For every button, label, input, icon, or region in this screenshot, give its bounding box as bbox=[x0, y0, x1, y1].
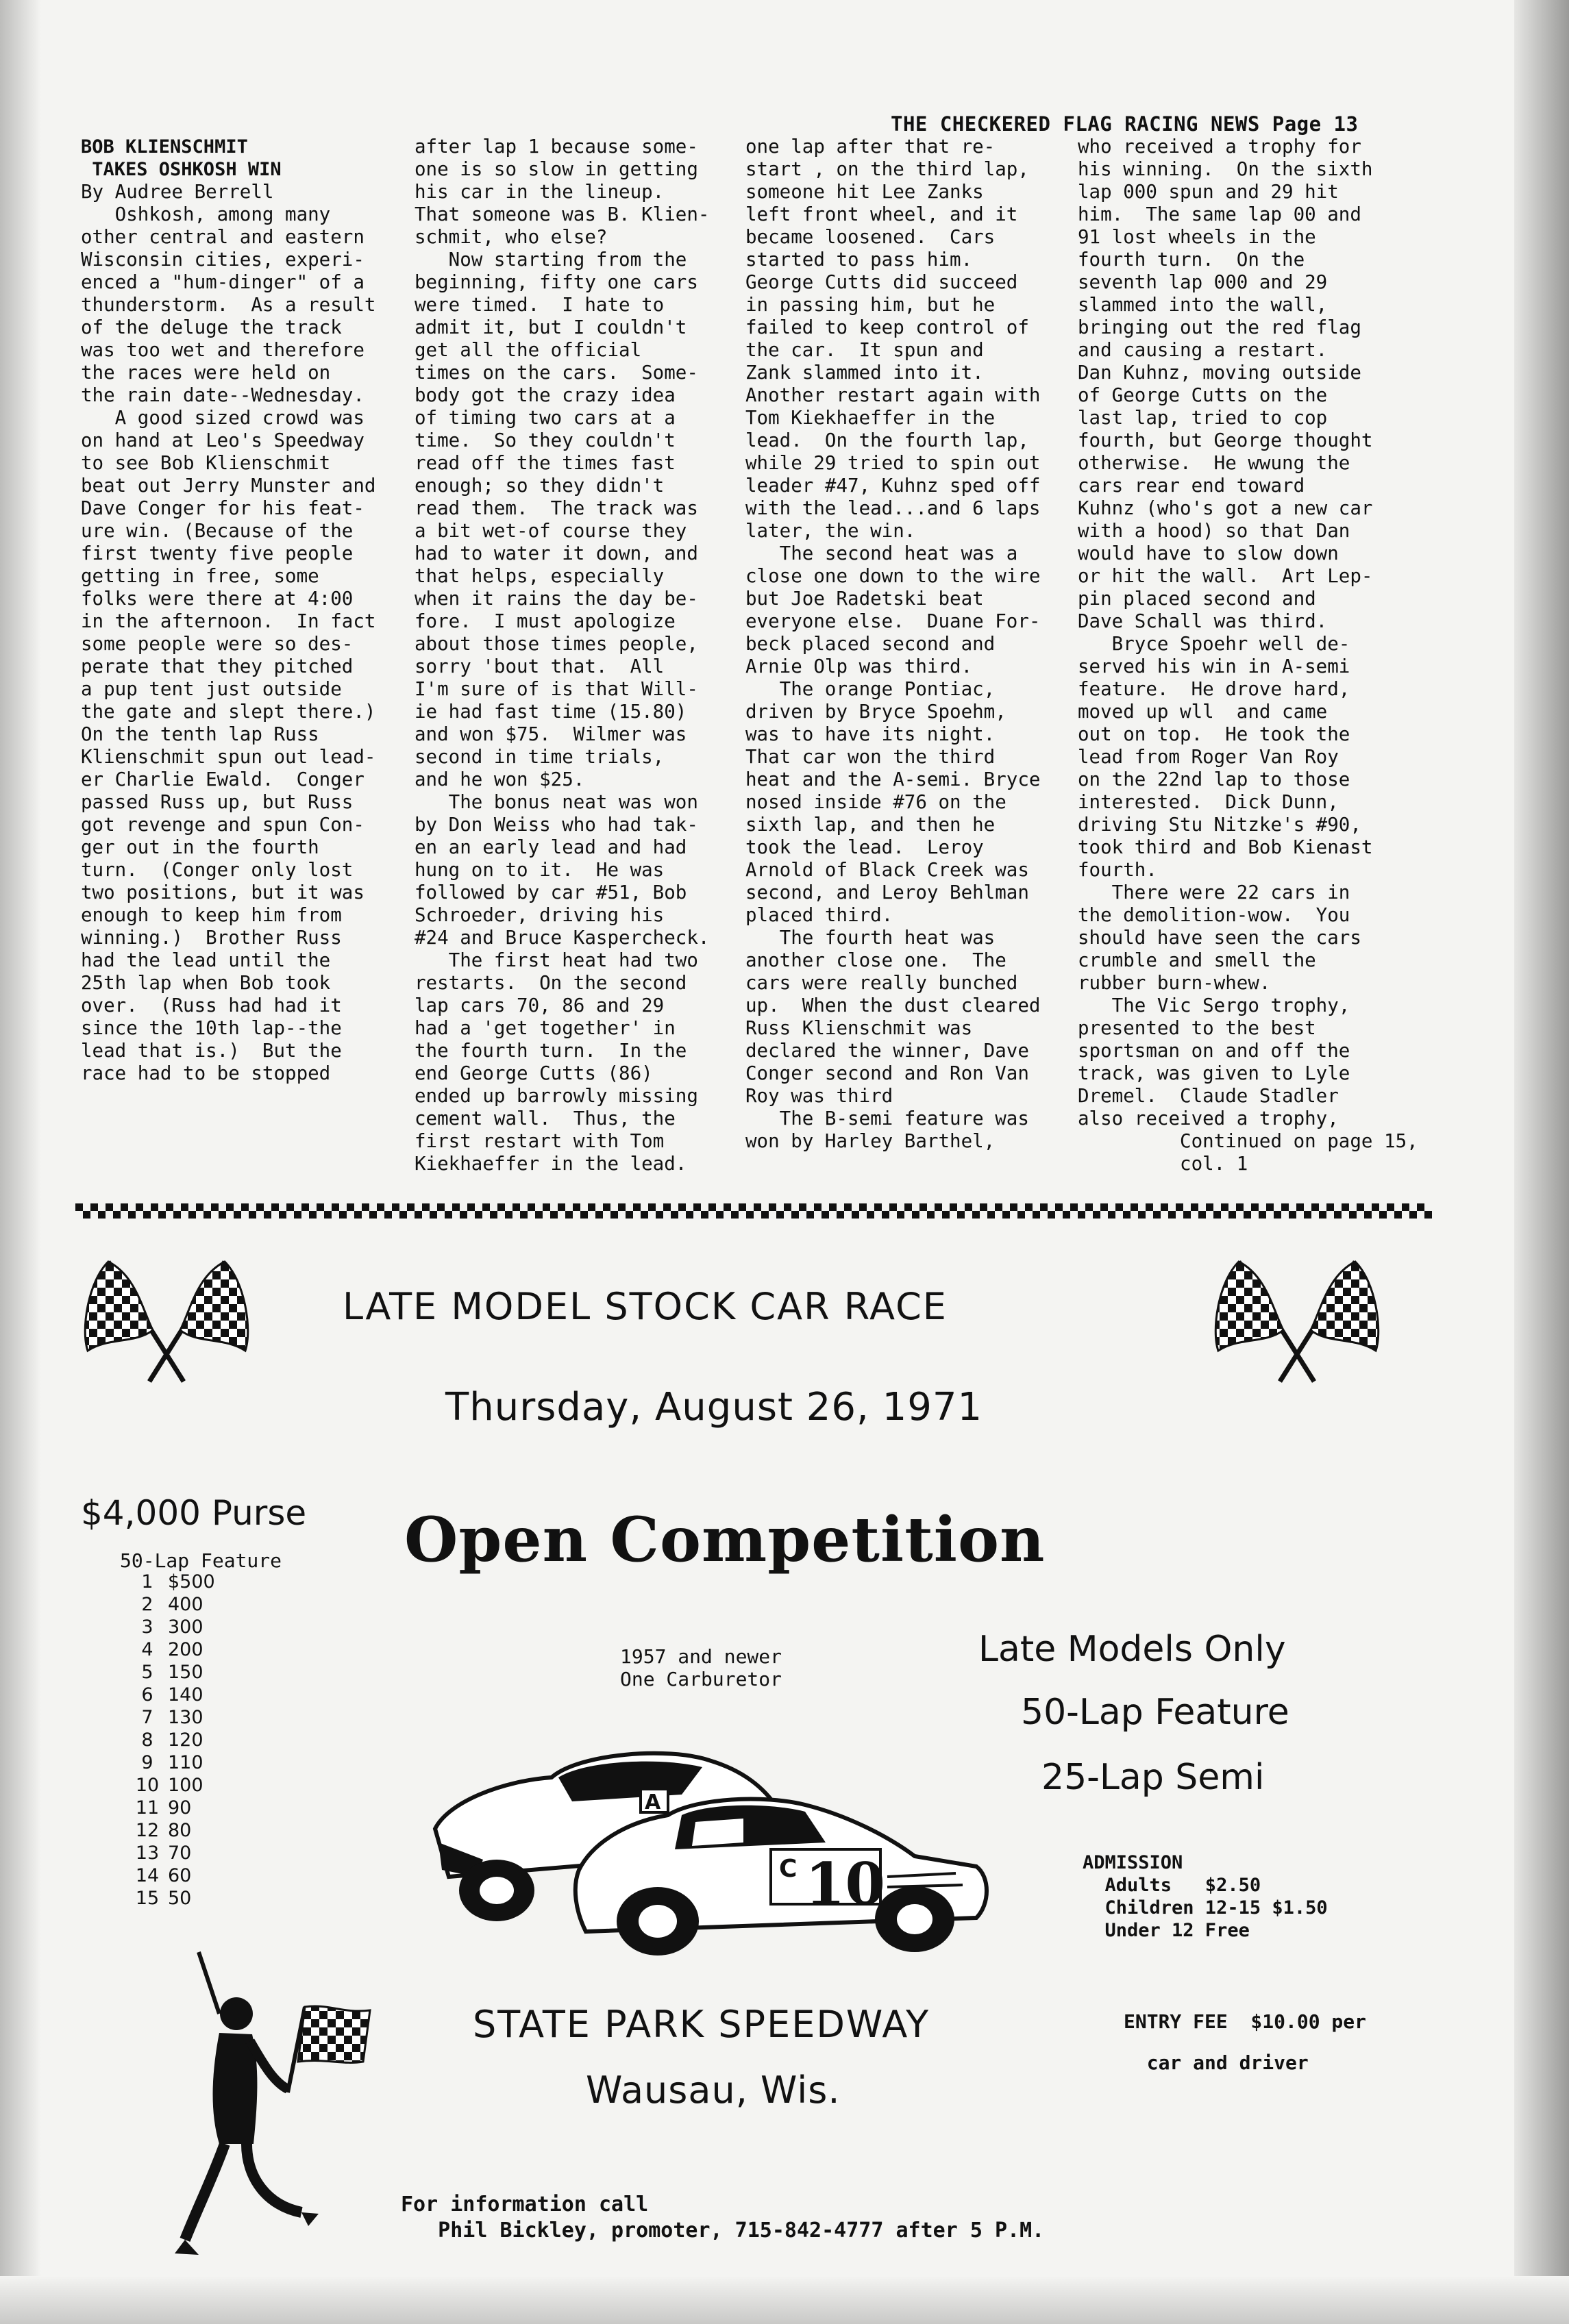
article-line: time. So they couldn't bbox=[415, 429, 676, 451]
article-line: Now starting from the bbox=[415, 249, 687, 271]
prize-amount: 110 bbox=[168, 1752, 203, 1773]
checkered-divider-pattern bbox=[75, 1203, 1432, 1219]
admission-children: Children 12-15 $1.50 bbox=[1083, 1897, 1328, 1919]
article-line: fourth. bbox=[1078, 859, 1157, 881]
ad-city: Wausau, Wis. bbox=[586, 2069, 841, 2112]
entry-fee-line2: car and driver bbox=[1124, 2051, 1309, 2074]
prize-row bbox=[127, 1797, 236, 1819]
article-line: another close one. The bbox=[745, 949, 1006, 971]
article-line: after lap 1 because some- bbox=[415, 136, 698, 158]
article-line: On the tenth lap Russ bbox=[81, 723, 319, 745]
article-line: ended up barrowly missing bbox=[415, 1085, 698, 1107]
article-line: had the lead until the bbox=[81, 949, 331, 971]
article-line: declared the winner, Dave bbox=[745, 1040, 1029, 1062]
article-line: last lap, tried to cop bbox=[1078, 407, 1328, 429]
article-line: That car won the third bbox=[745, 746, 996, 768]
article-line: later, the win. bbox=[745, 520, 916, 542]
article-line: Dave Conger for his feat- bbox=[81, 497, 365, 519]
page-bottom-edge-shadow bbox=[0, 2276, 1569, 2324]
article-line: one lap after that re- bbox=[745, 136, 996, 158]
article-line: moved up wll and came bbox=[1078, 701, 1328, 723]
article-line: The Vic Sergo trophy, bbox=[1078, 995, 1350, 1016]
prize-rank: 12 bbox=[135, 1820, 160, 1841]
article-line: a pup tent just outside bbox=[81, 678, 342, 700]
article-line: took third and Bob Kienast bbox=[1078, 836, 1373, 858]
article-line: fourth turn. On the bbox=[1078, 249, 1305, 271]
article-line: enough to keep him from bbox=[81, 904, 342, 926]
article-column-1 bbox=[81, 136, 403, 1085]
article-line: left front wheel, and it bbox=[745, 203, 1018, 225]
ad-eligibility-line2: One Carburetor bbox=[620, 1668, 782, 1690]
article-line: failed to keep control of bbox=[745, 316, 1029, 338]
car-number: 10 bbox=[805, 1850, 885, 1918]
article-line: Zank slammed into it. bbox=[745, 362, 984, 384]
prize-row bbox=[127, 1593, 236, 1616]
article-line: would have to slow down bbox=[1078, 542, 1339, 564]
article-line: lead that is.) But the bbox=[81, 1040, 342, 1062]
article-line: A good sized crowd was bbox=[81, 407, 365, 429]
article-line: track, was given to Lyle bbox=[1078, 1062, 1350, 1084]
prize-amount: 130 bbox=[168, 1707, 203, 1728]
article-line: end George Cutts (86) bbox=[415, 1062, 653, 1084]
ad-eligibility bbox=[620, 1645, 782, 1690]
prize-amount: 60 bbox=[168, 1865, 192, 1886]
article-line: read off the times fast bbox=[415, 452, 676, 474]
article-line: sportsman on and off the bbox=[1078, 1040, 1350, 1062]
ad-title: LATE MODEL STOCK CAR RACE bbox=[343, 1285, 948, 1328]
prize-row bbox=[127, 1819, 236, 1842]
prize-amount: 300 bbox=[168, 1616, 203, 1638]
article-line: him. The same lap 00 and bbox=[1078, 203, 1361, 225]
article-line: since the 10th lap--the bbox=[81, 1017, 342, 1039]
article-line: en an early lead and had bbox=[415, 836, 687, 858]
article-line: Bryce Spoehr well de- bbox=[1078, 633, 1350, 655]
article-line: By Audree Berrell bbox=[81, 181, 274, 203]
prize-rank: 2 bbox=[141, 1594, 153, 1615]
article-line: served his win in A-semi bbox=[1078, 655, 1350, 677]
article-line: The bonus neat was won bbox=[415, 791, 698, 813]
ad-open-competition: Open Competition bbox=[404, 1503, 1046, 1576]
article-line: sorry 'bout that. All bbox=[415, 655, 665, 677]
article-line: up. When the dust cleared bbox=[745, 995, 1041, 1016]
article-line: to see Bob Klienschmit bbox=[81, 452, 331, 474]
prize-rank: 13 bbox=[135, 1842, 160, 1864]
checkered-divider bbox=[75, 1203, 1432, 1219]
ad-50-lap-feature: 50-Lap Feature bbox=[1021, 1692, 1289, 1733]
article-line: cement wall. Thus, the bbox=[415, 1108, 676, 1129]
article-line: read them. The track was bbox=[415, 497, 698, 519]
prize-amount: 400 bbox=[168, 1594, 203, 1615]
article-line: started to pass him. bbox=[745, 249, 973, 271]
article-line: and won $75. Wilmer was bbox=[415, 723, 687, 745]
prize-amount: 120 bbox=[168, 1729, 203, 1751]
article-line: two positions, but it was bbox=[81, 882, 365, 903]
article-line: in passing him, but he bbox=[745, 294, 996, 316]
article-line: winning.) Brother Russ bbox=[81, 927, 342, 949]
prize-row bbox=[127, 1661, 236, 1684]
article-line: out on top. He took the bbox=[1078, 723, 1350, 745]
article-line: The B-semi feature was bbox=[745, 1108, 1029, 1129]
article-line: got revenge and spun Con- bbox=[81, 814, 365, 836]
article-line: in the afternoon. In fact bbox=[81, 610, 376, 632]
prize-rank: 5 bbox=[141, 1662, 153, 1683]
article-line: col. 1 bbox=[1078, 1153, 1248, 1175]
article-line: ger out in the fourth bbox=[81, 836, 319, 858]
article-line: schmit, who else? bbox=[415, 226, 608, 248]
prize-rank: 6 bbox=[141, 1684, 153, 1705]
article-line: his winning. On the sixth bbox=[1078, 158, 1373, 180]
prize-row bbox=[127, 1706, 236, 1729]
prize-amount: $500 bbox=[168, 1571, 215, 1592]
ad-date: Thursday, August 26, 1971 bbox=[445, 1385, 983, 1429]
article-line: admit it, but I couldn't bbox=[415, 316, 687, 338]
article-line: close one down to the wire bbox=[745, 565, 1041, 587]
prize-amount: 100 bbox=[168, 1775, 203, 1796]
prize-row bbox=[127, 1774, 236, 1797]
article-line: Klienschmit spun out lead- bbox=[81, 746, 376, 768]
article-line: was too wet and therefore bbox=[81, 339, 365, 361]
checkered-flags-icon bbox=[81, 1255, 252, 1385]
article-line: was to have its night. bbox=[745, 723, 996, 745]
article-line: sixth lap, and then he bbox=[745, 814, 996, 836]
article-line: some people were so des- bbox=[81, 633, 354, 655]
article-line: presented to the best bbox=[1078, 1017, 1316, 1039]
info-line2: Phil Bickley, promoter, 715-842-4777 after 5 P.M. bbox=[401, 2219, 1045, 2242]
article-line: Dremel. Claude Stadler bbox=[1078, 1085, 1339, 1107]
article-line: Wisconsin cities, experi- bbox=[81, 249, 365, 271]
article-line: or hit the wall. Art Lep- bbox=[1078, 565, 1373, 587]
article-line: 25th lap when Bob took bbox=[81, 972, 331, 994]
article-line: The first heat had two bbox=[415, 949, 698, 971]
article-line: on the 22nd lap to those bbox=[1078, 769, 1350, 790]
article-line: that helps, especially bbox=[415, 565, 665, 587]
article-line: the car. It spun and bbox=[745, 339, 984, 361]
article-column-2 bbox=[415, 136, 737, 1175]
prize-row bbox=[127, 1684, 236, 1706]
article-line: had a 'get together' in bbox=[415, 1017, 676, 1039]
article-line: should have seen the cars bbox=[1078, 927, 1361, 949]
article-line: Arnold of Black Creek was bbox=[745, 859, 1029, 881]
admission-adults: Adults $2.50 bbox=[1083, 1875, 1261, 1896]
page-right-edge-shadow bbox=[1514, 0, 1569, 2324]
prize-row bbox=[127, 1571, 236, 1593]
car-letter-a: A bbox=[645, 1790, 661, 1814]
prize-amount: 70 bbox=[168, 1842, 192, 1864]
article-line: won by Harley Barthel, bbox=[745, 1130, 996, 1152]
article-line: of the deluge the track bbox=[81, 316, 342, 338]
article-line: lead from Roger Van Roy bbox=[1078, 746, 1339, 768]
article-line: placed third. bbox=[745, 904, 893, 926]
article-line: over. (Russ had had it bbox=[81, 995, 342, 1016]
article-line: of timing two cars at a bbox=[415, 407, 676, 429]
page-left-edge-shadow bbox=[0, 0, 41, 2324]
article-headline-line: BOB KLIENSCHMIT bbox=[81, 136, 248, 158]
article-line: cars were really bunched bbox=[745, 972, 1018, 994]
article-line: seventh lap 000 and 29 bbox=[1078, 271, 1328, 293]
article-line: took the lead. Leroy bbox=[745, 836, 984, 858]
article-line: ie had fast time (15.80) bbox=[415, 701, 687, 723]
article-line: enough; so they didn't bbox=[415, 475, 665, 497]
prize-row bbox=[127, 1616, 236, 1638]
article-line: a bit wet-of course they bbox=[415, 520, 687, 542]
prize-amount: 90 bbox=[168, 1797, 192, 1819]
article-line: became loosened. Cars bbox=[745, 226, 996, 248]
article-line: who received a trophy for bbox=[1078, 136, 1361, 158]
prize-amount: 150 bbox=[168, 1662, 203, 1683]
checkered-flags-icon bbox=[1211, 1255, 1383, 1385]
article-line: enced a "hum-dinger" of a bbox=[81, 271, 365, 293]
article-line: beat out Jerry Munster and bbox=[81, 475, 376, 497]
prize-row bbox=[127, 1751, 236, 1774]
article-line: perate that they pitched bbox=[81, 655, 354, 677]
prize-rank: 14 bbox=[135, 1865, 160, 1886]
article-line: second, and Leroy Behlman bbox=[745, 882, 1029, 903]
flagman-figure-icon bbox=[171, 1945, 377, 2260]
article-line: start , on the third lap, bbox=[745, 158, 1029, 180]
article-line: 91 lost wheels in the bbox=[1078, 226, 1316, 248]
prize-rank: 11 bbox=[135, 1797, 160, 1819]
prize-row bbox=[127, 1864, 236, 1887]
article-line: getting in free, some bbox=[81, 565, 319, 587]
stock-car-illustration bbox=[421, 1740, 997, 1959]
article-line: body got the crazy idea bbox=[415, 384, 676, 406]
article-line: Kiekhaeffer in the lead. bbox=[415, 1153, 687, 1175]
article-line: everyone else. Duane For- bbox=[745, 610, 1041, 632]
article-line: The fourth heat was bbox=[745, 927, 996, 949]
article-line: There were 22 cars in bbox=[1078, 882, 1350, 903]
article-line: the gate and slept there.) bbox=[81, 701, 376, 723]
article-column-4 bbox=[1078, 136, 1418, 1175]
admission-heading: ADMISSION bbox=[1083, 1852, 1183, 1873]
article-line: I'm sure of is that Will- bbox=[415, 678, 698, 700]
article-line: of George Cutts on the bbox=[1078, 384, 1328, 406]
prize-row bbox=[127, 1729, 236, 1751]
article-line: feature. He drove hard, bbox=[1078, 678, 1350, 700]
article-line: followed by car #51, Bob bbox=[415, 882, 687, 903]
article-line: Oshkosh, among many bbox=[81, 203, 331, 225]
ad-entry-fee bbox=[1124, 2001, 1366, 2084]
article-line: cars rear end toward bbox=[1078, 475, 1305, 497]
prize-table bbox=[127, 1571, 236, 1910]
article-line: with a hood) so that Dan bbox=[1078, 520, 1350, 542]
article-line: The second heat was a bbox=[745, 542, 1018, 564]
article-line: fore. I must apologize bbox=[415, 610, 676, 632]
article-line: race had to be stopped bbox=[81, 1062, 331, 1084]
article-line: turn. (Conger only lost bbox=[81, 859, 354, 881]
article-line: rubber burn-whew. bbox=[1078, 972, 1271, 994]
article-line: er Charlie Ewald. Conger bbox=[81, 769, 365, 790]
article-line: second in time trials, bbox=[415, 746, 665, 768]
article-line: and causing a restart. bbox=[1078, 339, 1328, 361]
ad-late-models: Late Models Only bbox=[978, 1629, 1286, 1670]
article-line: about those times people, bbox=[415, 633, 698, 655]
ad-eligibility-line1: 1957 and newer bbox=[620, 1645, 782, 1668]
article-line: were timed. I hate to bbox=[415, 294, 665, 316]
article-line: beck placed second and bbox=[745, 633, 996, 655]
prize-rank: 1 bbox=[141, 1571, 153, 1592]
article-line: interested. Dick Dunn, bbox=[1078, 791, 1339, 813]
article-line: fourth, but George thought bbox=[1078, 429, 1373, 451]
article-line: the fourth turn. In the bbox=[415, 1040, 687, 1062]
ad-admission bbox=[1083, 1851, 1328, 1942]
article-line: the races were held on bbox=[81, 362, 331, 384]
article-line: one is so slow in getting bbox=[415, 158, 698, 180]
article-line: when it rains the day be- bbox=[415, 588, 698, 610]
article-line: on hand at Leo's Speedway bbox=[81, 429, 365, 451]
prize-row bbox=[127, 1887, 236, 1910]
article-line: Roy was third bbox=[745, 1085, 893, 1107]
article-line: but Joe Radetski beat bbox=[745, 588, 984, 610]
prize-amount: 140 bbox=[168, 1684, 203, 1705]
article-line: by Don Weiss who had tak- bbox=[415, 814, 698, 836]
article-line: driving Stu Nitzke's #90, bbox=[1078, 814, 1361, 836]
article-line: slammed into the wall, bbox=[1078, 294, 1328, 316]
admission-under-12: Under 12 Free bbox=[1083, 1920, 1250, 1941]
article-line: beginning, fifty one cars bbox=[415, 271, 698, 293]
article-line: heat and the A-semi. Bryce bbox=[745, 769, 1041, 790]
article-line: pin placed second and bbox=[1078, 588, 1316, 610]
article-line: Arnie Olp was third. bbox=[745, 655, 973, 677]
article-line: #24 and Bruce Kaspercheck. bbox=[415, 927, 710, 949]
article-line: also received a trophy, bbox=[1078, 1108, 1339, 1129]
prize-rank: 3 bbox=[141, 1616, 153, 1638]
article-line: lap cars 70, 86 and 29 bbox=[415, 995, 665, 1016]
prize-rank: 15 bbox=[135, 1888, 160, 1909]
article-line: crumble and smell the bbox=[1078, 949, 1316, 971]
prize-rank: 10 bbox=[135, 1775, 160, 1796]
prize-row bbox=[127, 1638, 236, 1661]
article-line: first twenty five people bbox=[81, 542, 354, 564]
article-line: driven by Bryce Spoehm, bbox=[745, 701, 1006, 723]
article-line: nosed inside #76 on the bbox=[745, 791, 1006, 813]
article-headline-line: TAKES OSHKOSH WIN bbox=[81, 159, 282, 180]
article-line: times on the cars. Some- bbox=[415, 362, 698, 384]
page-header: THE CHECKERED FLAG RACING NEWS Page 13 bbox=[891, 112, 1359, 136]
prize-table-heading: 50-Lap Feature bbox=[120, 1549, 282, 1572]
article-line: had to water it down, and bbox=[415, 542, 698, 564]
article-line: leader #47, Kuhnz sped off bbox=[745, 475, 1041, 497]
ad-purse: $4,000 Purse bbox=[81, 1493, 307, 1533]
article-line: Continued on page 15, bbox=[1078, 1130, 1418, 1152]
article-line: his car in the lineup. bbox=[415, 181, 665, 203]
prize-amount: 200 bbox=[168, 1639, 203, 1660]
article-line: passed Russ up, but Russ bbox=[81, 791, 354, 813]
article-column-3 bbox=[745, 136, 1067, 1153]
prize-row bbox=[127, 1842, 236, 1864]
article-line: and he won $25. bbox=[415, 769, 585, 790]
article-line: That someone was B. Klien- bbox=[415, 203, 710, 225]
article-line: Conger second and Ron Van bbox=[745, 1062, 1029, 1084]
article-line: while 29 tried to spin out bbox=[745, 452, 1041, 474]
article-line: otherwise. He wwung the bbox=[1078, 452, 1350, 474]
article-line: lap 000 spun and 29 hit bbox=[1078, 181, 1339, 203]
article-line: lead. On the fourth lap, bbox=[745, 429, 1029, 451]
ad-25-lap-semi: 25-Lap Semi bbox=[1041, 1757, 1265, 1798]
article-line: the rain date--Wednesday. bbox=[81, 384, 365, 406]
article-line: Tom Kiekhaeffer in the bbox=[745, 407, 996, 429]
article-line: folks were there at 4:00 bbox=[81, 588, 354, 610]
prize-rank: 4 bbox=[141, 1639, 153, 1660]
article-line: restarts. On the second bbox=[415, 972, 687, 994]
article-line: The orange Pontiac, bbox=[745, 678, 996, 700]
prize-rank: 9 bbox=[141, 1752, 153, 1773]
prize-rank: 7 bbox=[141, 1707, 153, 1728]
prize-amount: 50 bbox=[168, 1888, 192, 1909]
car-letter-c: C bbox=[779, 1855, 798, 1883]
article-line: bringing out the red flag bbox=[1078, 316, 1361, 338]
article-line: other central and eastern bbox=[81, 226, 365, 248]
article-line: first restart with Tom bbox=[415, 1130, 665, 1152]
article-line: thunderstorm. As a result bbox=[81, 294, 376, 316]
entry-fee-line1: ENTRY FEE $10.00 per bbox=[1124, 2010, 1367, 2033]
article-line: Another restart again with bbox=[745, 384, 1041, 406]
article-line: with the lead...and 6 laps bbox=[745, 497, 1041, 519]
article-line: hung on to it. He was bbox=[415, 859, 665, 881]
article-line: Dave Schall was third. bbox=[1078, 610, 1328, 632]
article-line: get all the official bbox=[415, 339, 642, 361]
article-line: someone hit Lee Zanks bbox=[745, 181, 984, 203]
prize-amount: 80 bbox=[168, 1820, 192, 1841]
article-line: ure win. (Because of the bbox=[81, 520, 354, 542]
article-line: the demolition-wow. You bbox=[1078, 904, 1350, 926]
article-line: George Cutts did succeed bbox=[745, 271, 1018, 293]
prize-rank: 8 bbox=[141, 1729, 153, 1751]
info-line1: For information call bbox=[401, 2192, 649, 2216]
article-line: Russ Klienschmit was bbox=[745, 1017, 973, 1039]
article-line: Dan Kuhnz, moving outside bbox=[1078, 362, 1361, 384]
ad-info bbox=[401, 2192, 1044, 2244]
ad-speedway-name: STATE PARK SPEEDWAY bbox=[473, 2003, 930, 2046]
article-line: Kuhnz (who's got a new car bbox=[1078, 497, 1373, 519]
article-line: Schroeder, driving his bbox=[415, 904, 665, 926]
